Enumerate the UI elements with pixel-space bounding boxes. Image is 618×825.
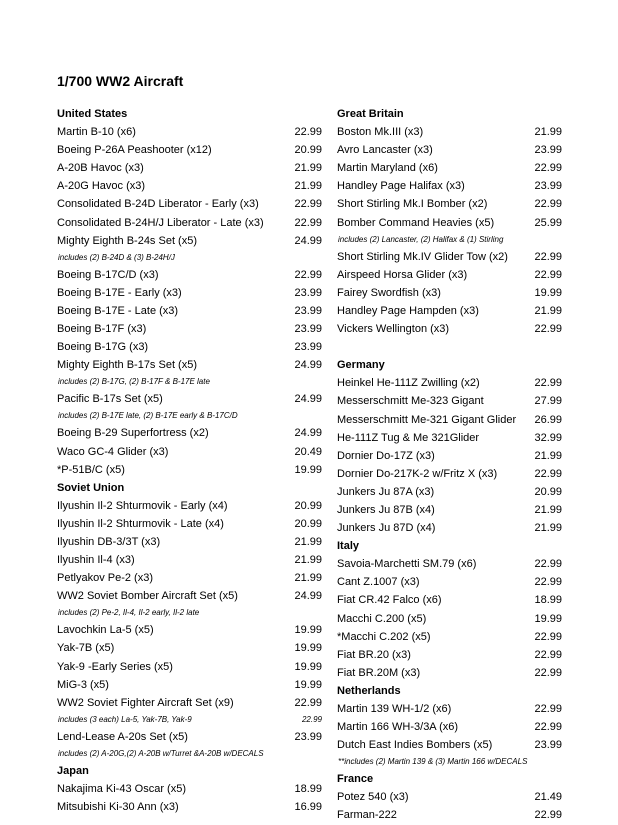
product-price: 19.99 [294,463,322,476]
set-contents-note [337,232,562,248]
product-price: 19.99 [534,286,562,299]
product-name: Messerschmitt Me-323 Gigant [337,395,484,408]
product-row [337,411,562,429]
product-row [57,551,322,569]
product-name: Ilyushin DB-3/3T (x3) [57,535,161,548]
product-price: 18.99 [294,783,322,795]
product-price: 22.99 [534,323,562,336]
section-header [337,682,562,700]
product-name: Ilyushin Il-2 Shturmovik - Late (x4) [57,517,224,530]
product-name: Short Stirling Mk.IV Glider Tow (x2) [337,250,508,263]
product-price: 20.49 [294,445,322,458]
product-row [57,214,322,232]
product-name: Junkers Ju 87B (x4) [337,503,435,516]
product-name: MiG-3 (x5) [57,678,109,691]
product-price: 24.99 [294,359,322,372]
product-price: 23.99 [294,730,322,743]
product-price: 21.99 [534,449,562,462]
product-price: 22.99 [534,162,562,175]
section-header [337,537,562,555]
section-title: Italy [337,540,360,553]
product-row [337,248,562,266]
note-text: includes (2) A-20G,(2) A-20B w/Turret &A-20B w/DECALS [58,748,264,758]
product-row [57,443,322,461]
product-name: Handley Page Hampden (x3) [337,304,479,317]
product-row [57,461,322,479]
product-row [337,392,562,410]
product-name: Martin 139 WH-1/2 (x6) [337,703,452,715]
product-price: 22.99 [534,467,562,480]
product-row [337,628,562,646]
product-price: 19.99 [294,624,322,637]
product-row [337,159,562,177]
product-row [337,610,562,628]
product-name: Potez 540 (x3) [337,791,409,804]
product-price: 20.99 [294,499,322,512]
product-name: A-20B Havoc (x3) [57,162,144,175]
product-price: 20.99 [294,144,322,157]
product-price: 27.99 [534,395,562,408]
product-row [57,515,322,533]
product-row [57,424,322,442]
product-row [337,302,562,320]
set-product-row [57,694,322,712]
section-header [337,356,562,374]
product-price: 20.99 [534,485,562,498]
product-name: Vickers Wellington (x3) [337,323,450,336]
section-title: Great Britain [337,108,404,120]
product-name: WW2 Soviet Bomber Aircraft Set (x5) [57,590,238,603]
product-price: 22.99 [294,268,322,281]
product-name: Consolidated B-24D Liberator - Early (x3) [57,198,259,211]
product-row [337,718,562,736]
product-price: 21.99 [534,522,562,535]
product-row [57,780,322,798]
page-title: 1/700 WW2 Aircraft [57,73,184,89]
set-contents-note [57,746,322,762]
product-name: Consolidated B-24H/J Liberator - Late (x3) [57,216,264,229]
product-name: Fiat CR.42 Falco (x6) [337,594,442,607]
product-name: Fiat BR.20M (x3) [337,666,421,679]
product-price: 32.99 [534,431,562,444]
product-name: Boeing B-17E - Late (x3) [57,304,179,317]
product-name: Dornier Do-17Z (x3) [337,449,435,462]
product-name: Savoia-Marchetti SM.79 (x6) [337,558,477,571]
section-title: Japan [57,764,89,777]
section-title: Netherlands [337,684,401,697]
product-name: He-111Z Tug & Me 321Glider [337,431,480,444]
product-name: Ilyushin Il-4 (x3) [57,554,135,567]
product-name: Bomber Command Heavies (x5) [337,216,495,229]
note-text: includes (3 each) La-5, Yak-7B, Yak-9 [58,714,192,724]
product-row [57,141,322,159]
product-row [337,141,562,159]
product-price: 24.99 [294,427,322,440]
product-name: Martin Maryland (x6) [337,162,438,175]
set-product-row [57,356,322,374]
product-price: 26.99 [534,413,562,426]
product-row [337,501,562,519]
set-product-row [57,390,322,408]
set-product-row [57,728,322,746]
product-price: 24.99 [294,590,322,603]
product-price: 20.99 [294,517,322,530]
product-name: Boeing B-17C/D (x3) [57,268,159,281]
note-text: **includes (2) Martin 139 & (3) Martin 166 w/DECALS [338,757,528,767]
product-name: Martin 166 WH-3/3A (x6) [337,721,459,734]
product-name: Mitsubishi Ki-30 Ann (x3) [57,801,179,814]
product-row [337,177,562,195]
product-price: 22.99 [294,696,322,709]
set-product-row [337,214,562,232]
product-name: Farman-222 [337,809,397,822]
product-name: Avro Lancaster (x3) [337,144,433,157]
product-price: 19.99 [294,660,322,673]
product-name: Waco GC-4 Glider (x3) [57,445,169,458]
product-price: 21.99 [534,126,562,139]
product-name: Yak-7B (x5) [57,642,115,655]
product-price: 21.99 [294,162,322,175]
product-row [57,284,322,302]
product-row [337,447,562,465]
product-price: 22.99 [534,666,562,679]
section-title: Germany [337,359,385,372]
note-text: includes (2) Lancaster, (2) Halifax & (1) Stirling [338,234,504,244]
product-name: Boeing P-26A Peashooter (x12) [57,144,212,157]
product-name: Yak-9 -Early Series (x5) [57,660,173,673]
product-row [57,159,322,177]
product-row [337,555,562,573]
note-text: includes (2) B-17E late, (2) B-17E early & B-17C/D [58,411,238,421]
set-product-row [57,587,322,605]
product-price: 23.99 [294,323,322,336]
product-price: 22.99 [534,558,562,571]
product-price: 22.99 [534,198,562,211]
right-column [337,105,562,825]
product-price: 23.99 [534,180,562,193]
set-contents-note [57,605,322,621]
product-price: 22.99 [534,721,562,734]
product-price: 25.99 [534,216,562,229]
product-name: Petlyakov Pe-2 (x3) [57,572,153,585]
product-name: Ilyushin Il-2 Shturmovik - Early (x4) [57,499,228,512]
product-row [337,320,562,338]
product-row [57,621,322,639]
product-name: Airspeed Horsa Glider (x3) [337,268,468,281]
product-price: 23.99 [294,286,322,299]
section-header [57,105,322,123]
product-row [337,374,562,392]
product-name: Mighty Eighth B-24s Set (x5) [57,234,198,247]
set-contents-note [57,712,322,728]
section-title: United States [57,108,128,120]
section-title: France [337,773,374,786]
product-row [57,639,322,657]
product-price: 24.99 [294,393,322,406]
product-row [337,123,562,141]
product-row [57,338,322,356]
note-text: includes (2) B-17G, (2) B-17F & B-17E late [58,377,210,387]
product-row [337,664,562,682]
product-name: A-20G Havoc (x3) [57,180,146,193]
product-name: Messerschmitt Me-321 Gigant Glider [337,413,517,426]
product-name: Dornier Do-217K-2 w/Fritz X (x3) [337,467,498,480]
section-header [57,479,322,497]
product-price: 22.99 [294,216,322,229]
product-row [337,483,562,501]
product-row [337,646,562,664]
product-price: 21.99 [294,554,322,567]
product-name: Boeing B-17F (x3) [57,323,147,336]
product-price: 22.99 [534,576,562,589]
product-name: Cant Z.1007 (x3) [337,576,420,589]
product-name: Boeing B-17E - Early (x3) [57,286,182,299]
product-name: Martin B-10 (x6) [57,126,136,139]
product-price: 21.99 [294,180,322,193]
note-text: includes (2) Pe-2, Il-4, Il-2 early, Il-2 late [58,608,200,618]
product-price: 21.49 [534,791,562,804]
product-price: 19.99 [294,678,322,691]
product-price: 19.99 [294,642,322,655]
product-row [57,302,322,320]
product-name: Heinkel He-111Z Zwilling (x2) [337,377,480,390]
product-price: 22.99 [301,714,322,724]
product-price: 22.99 [534,268,562,281]
product-name: Boeing B-17G (x3) [57,341,149,354]
section-header [337,105,562,123]
product-price: 23.99 [294,304,322,317]
product-price: 19.99 [534,612,562,625]
product-price: 21.99 [294,535,322,548]
product-row [337,700,562,718]
set-product-row [57,232,322,250]
product-name: Pacific B-17s Set (x5) [57,393,163,406]
product-name: Macchi C.200 (x5) [337,612,427,625]
product-row [337,465,562,483]
product-name: Lavochkin La-5 (x5) [57,624,154,637]
product-name: Handley Page Halifax (x3) [337,180,465,193]
set-contents-note [57,408,322,424]
product-price: 21.99 [294,572,322,585]
section-header [337,770,562,788]
product-row [337,519,562,537]
product-price: 22.99 [294,126,322,139]
product-name: *Macchi C.202 (x5) [337,630,431,643]
section-title: Soviet Union [57,481,125,494]
product-row [57,658,322,676]
product-name: *P-51B/C (x5) [57,463,125,476]
product-row [57,798,322,816]
product-name: Junkers Ju 87D (x4) [337,522,436,535]
product-price: 22.99 [534,250,562,263]
product-price: 18.99 [534,594,562,607]
product-name: Boston Mk.III (x3) [337,126,424,139]
product-row [337,573,562,591]
product-name: Dutch East Indies Bombers (x5) [337,739,493,752]
product-row [337,788,562,806]
product-price: 24.99 [294,234,322,247]
product-name: Fiat BR.20 (x3) [337,648,411,661]
product-name: Boeing B-29 Superfortress (x2) [57,427,209,440]
product-price: 22.99 [534,809,562,822]
product-row [57,569,322,587]
left-column [57,105,322,816]
product-name: Short Stirling Mk.I Bomber (x2) [337,198,488,211]
note-text: includes (2) B-24D & (3) B-24H/J [58,252,175,262]
product-price: 22.99 [534,377,562,390]
product-price: 21.99 [534,304,562,317]
product-row [57,123,322,141]
product-name: Nakajima Ki-43 Oscar (x5) [57,783,186,795]
product-row [337,266,562,284]
set-product-row [337,736,562,754]
product-row [57,177,322,195]
product-row [57,320,322,338]
product-name: Mighty Eighth B-17s Set (x5) [57,359,198,372]
product-row [57,195,322,213]
set-contents-note [57,374,322,390]
product-row [57,676,322,694]
spacer [337,338,562,356]
product-price: 22.99 [294,198,322,211]
product-row [337,806,562,824]
product-row [57,497,322,515]
product-price: 22.99 [534,648,562,661]
set-contents-note [57,250,322,266]
product-price: 23.99 [534,739,562,752]
product-name: Fairey Swordfish (x3) [337,286,441,299]
product-name: Junkers Ju 87A (x3) [337,485,435,498]
product-row [337,429,562,447]
set-contents-note [337,754,562,770]
product-row [337,284,562,302]
product-price: 22.99 [534,630,562,643]
product-price: 22.99 [534,703,562,715]
product-name: WW2 Soviet Fighter Aircraft Set (x9) [57,696,234,709]
product-row [57,266,322,284]
product-price: 21.99 [534,503,562,516]
product-price: 16.99 [294,801,322,814]
product-price: 23.99 [294,341,322,354]
product-row [337,591,562,609]
section-header [57,762,322,780]
product-row [337,195,562,213]
product-price: 23.99 [534,144,562,157]
product-row [57,533,322,551]
product-name: Lend-Lease A-20s Set (x5) [57,730,188,743]
